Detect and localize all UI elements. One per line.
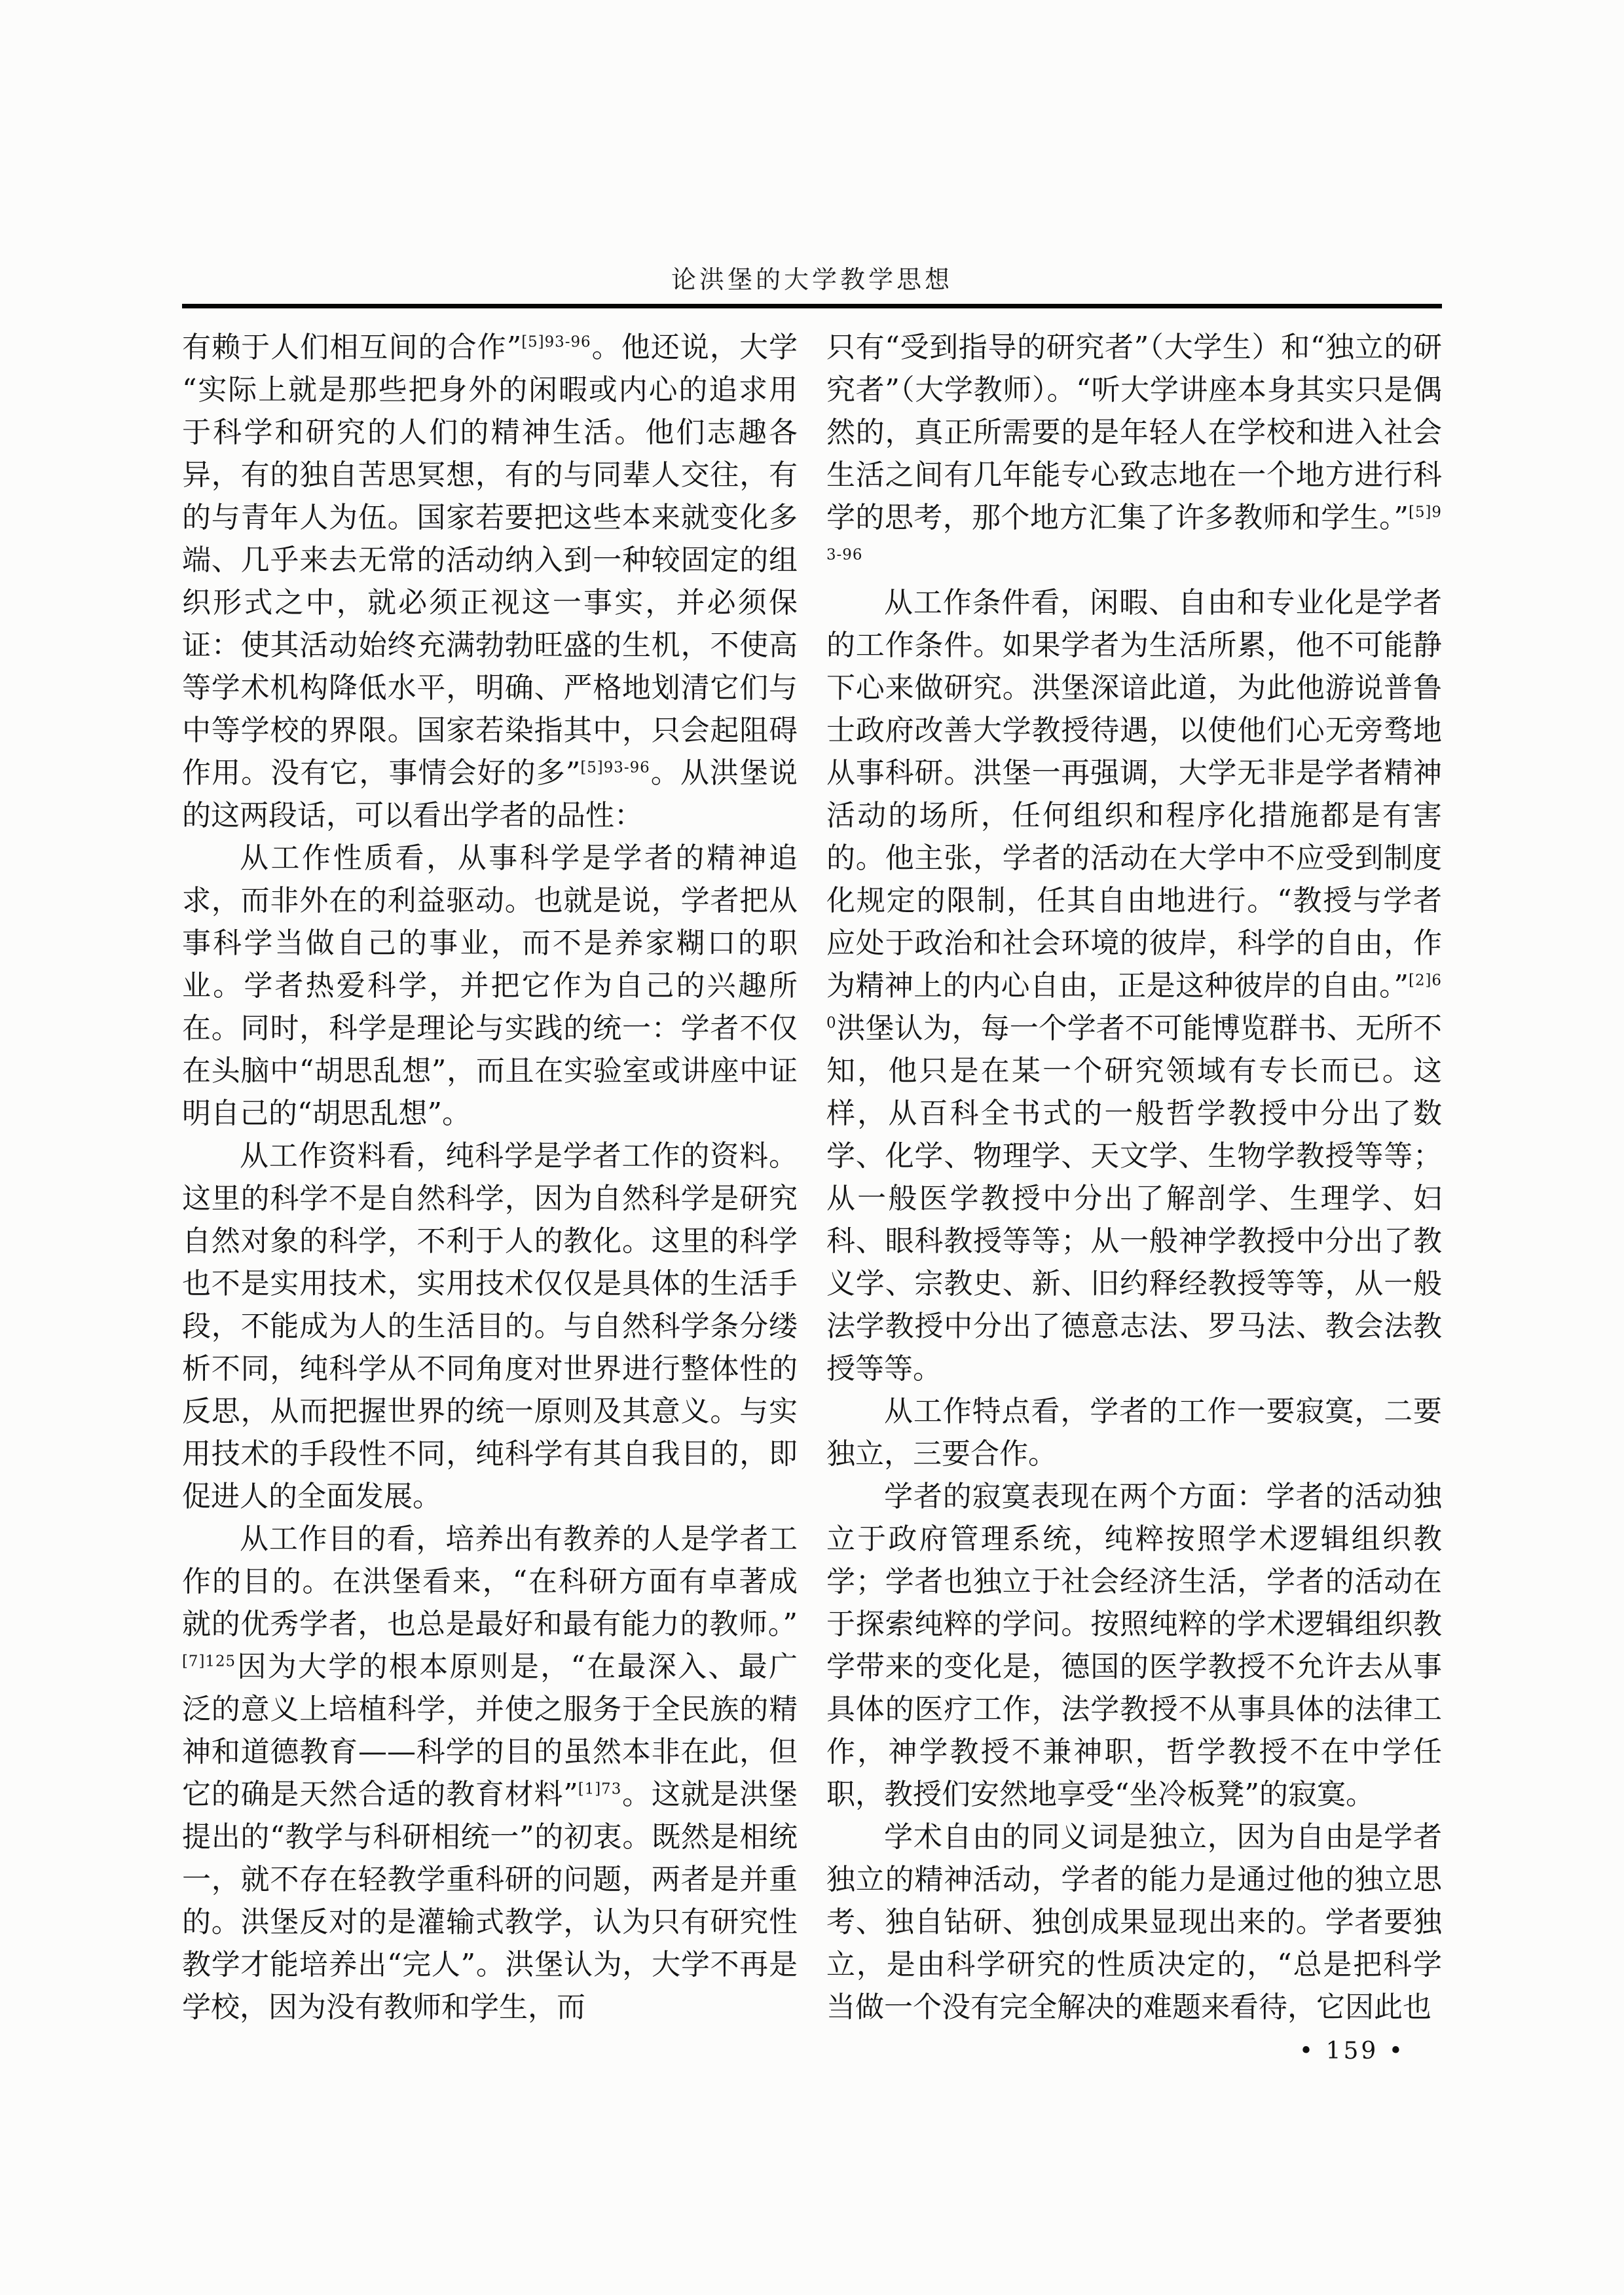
header-rule [182, 304, 1442, 308]
citation-superscript: [5]93-96 [521, 333, 591, 351]
paragraph [826, 1816, 1442, 2029]
text-run: 洪堡认为，每一个学者不可能博览群书、无所不知，他只是在某一个研究领域有专长而已。这样，从百科全书式的一般哲学教授中分出了数学、化学、物理学、天文学、生物学教授等等；从一般医学教授中分出了解剖学、生理学、妇科、眼科教授等等；从一般神学教授中分出了教义学、宗教史、新、旧约释经教授等等，从一般法学教授中分出了德意志法、罗马法、教会法教授等等。 [826, 1012, 1442, 1386]
text-run: 学者的寂寞表现在两个方面：学者的活动独立于政府管理系统，纯粹按照学术逻辑组织教学；学者也独立于社会经济生活，学者的活动在于探索纯粹的学问。按照纯粹的学术逻辑组织教学带来的变化是，德国的医学教授不允许去从事具体的医疗工作，法学教授不从事具体的法律工作，神学教授不兼神职，哲学教授不在中学任职，教授们安然地享受“坐冷板凳”的寂寞。 [826, 1480, 1442, 1811]
citation-superscript: [2]60 [826, 972, 1442, 1032]
citation-superscript: [5]93-96 [826, 504, 1442, 564]
paragraph [182, 837, 798, 1135]
paragraph [182, 1135, 798, 1518]
paragraph [826, 326, 1442, 581]
text-run: 。从洪堡说的这两段话，可以看出学者的品性： [182, 756, 798, 832]
text-run: 从工作性质看，从事科学是学者的精神追求，而非外在的利益驱动。也就是说，学者把从事科学当做自己的事业，而不是养家糊口的职业。学者热爱科学，并把它作为自己的兴趣所在。同时，科学是理论与实践的统一：学者不仅在头脑中“胡思乱想”，而且在实验室或讲座中证明自己的“胡思乱想”。 [182, 841, 798, 1130]
citation-superscript: [5]93-96 [580, 759, 650, 777]
paragraph [826, 1475, 1442, 1816]
page-number: • 159 • [1299, 2038, 1405, 2065]
citation-superscript: [7]125 [182, 1653, 236, 1670]
text-run: 从工作特点看，学者的工作一要寂寞，二要独立，三要合作。 [826, 1395, 1442, 1471]
text-run: 有赖于人们相互间的合作” [182, 331, 522, 364]
citation-superscript: [1]73 [578, 1780, 622, 1798]
paragraph [182, 1518, 798, 2029]
text-run: 学术自由的同义词是独立，因为自由是学者独立的精神活动，学者的能力是通过他的独立思考、独自钻研、独创成果显现出来的。学者要独立，是由科学研究的性质决定的，“总是把科学当做一个没有完全解决的难题来看待，它因此也 [826, 1820, 1442, 2024]
text-run: 。他还说，大学“实际上就是那些把身外的闲暇或内心的追求用于科学和研究的人们的精神生活。他们志趣各异，有的独自苦思冥想，有的与同辈人交往，有的与青年人为伍。国家若要把这些本来就变化多端、几乎来去无常的活动纳入到一种较固定的组织形式之中，就必须正视这一事实，并必须保证：使其活动始终充满勃勃旺盛的生机，不使高等学术机构降低水平，明确、严格地划清它们与中等学校的界限。国家若染指其中，只会起阻碍作用。没有它，事情会好的多” [182, 331, 798, 790]
text-run: 从工作资料看，纯科学是学者工作的资料。这里的科学不是自然科学，因为自然科学是研究自然对象的科学，不利于人的教化。这里的科学也不是实用技术，实用技术仅仅是具体的生活手段，不能成为人的生活目的。与自然科学条分缕析不同，纯科学从不同角度对世界进行整体性的反思，从而把握世界的统一原则及其意义。与实用技术的手段性不同，纯科学有其自我目的，即促进人的全面发展。 [182, 1139, 798, 1513]
text-run: 因为大学的根本原则是，“在最深入、最广泛的意义上培植科学，并使之服务于全民族的精神和道德教育——科学的目的虽然本非在此，但它的确是天然合适的教育材料” [182, 1650, 798, 1811]
right-column [826, 326, 1442, 2029]
paragraph [826, 581, 1442, 1390]
page-header-title: 论洪堡的大学教学思想 [671, 265, 953, 294]
text-run: 只有“受到指导的研究者”（大学生）和“独立的研究者”（大学教师）。“听大学讲座本身其实只是偶然的，真正所需要的是年轻人在学校和进入社会生活之间有几年能专心致志地在一个地方进行科学的思考，那个地方汇集了许多教师和学生。” [826, 331, 1442, 534]
paragraph [826, 1390, 1442, 1475]
text-run: 。这就是洪堡提出的“教学与科研相统一”的初衷。既然是相统一，就不存在轻教学重科研的问题，两者是并重的。洪堡反对的是灌输式教学，认为只有研究性教学才能培养出“完人”。洪堡认为，大学不再是学校，因为没有教师和学生，而 [182, 1778, 798, 2024]
left-column [182, 326, 798, 2029]
text-run: 从工作目的看，培养出有教养的人是学者工作的目的。在洪堡看来，“在科研方面有卓著成就的优秀学者，也总是最好和最有能力的教师。” [182, 1522, 798, 1641]
article-body [182, 326, 1442, 2029]
text-run: 从工作条件看，闲暇、自由和专业化是学者的工作条件。如果学者为生活所累，他不可能静下心来做研究。洪堡深谙此道，为此他游说普鲁士政府改善大学教授待遇，以使他们心无旁骛地从事科研。洪堡一再强调，大学无非是学者精神活动的场所，任何组织和程序化措施都是有害的。他主张，学者的活动在大学中不应受到制度化规定的限制，任其自由地进行。“教授与学者应处于政治和社会环境的彼岸，科学的自由，作为精神上的内心自由，正是这种彼岸的自由。” [826, 586, 1442, 1002]
paragraph [182, 326, 798, 837]
